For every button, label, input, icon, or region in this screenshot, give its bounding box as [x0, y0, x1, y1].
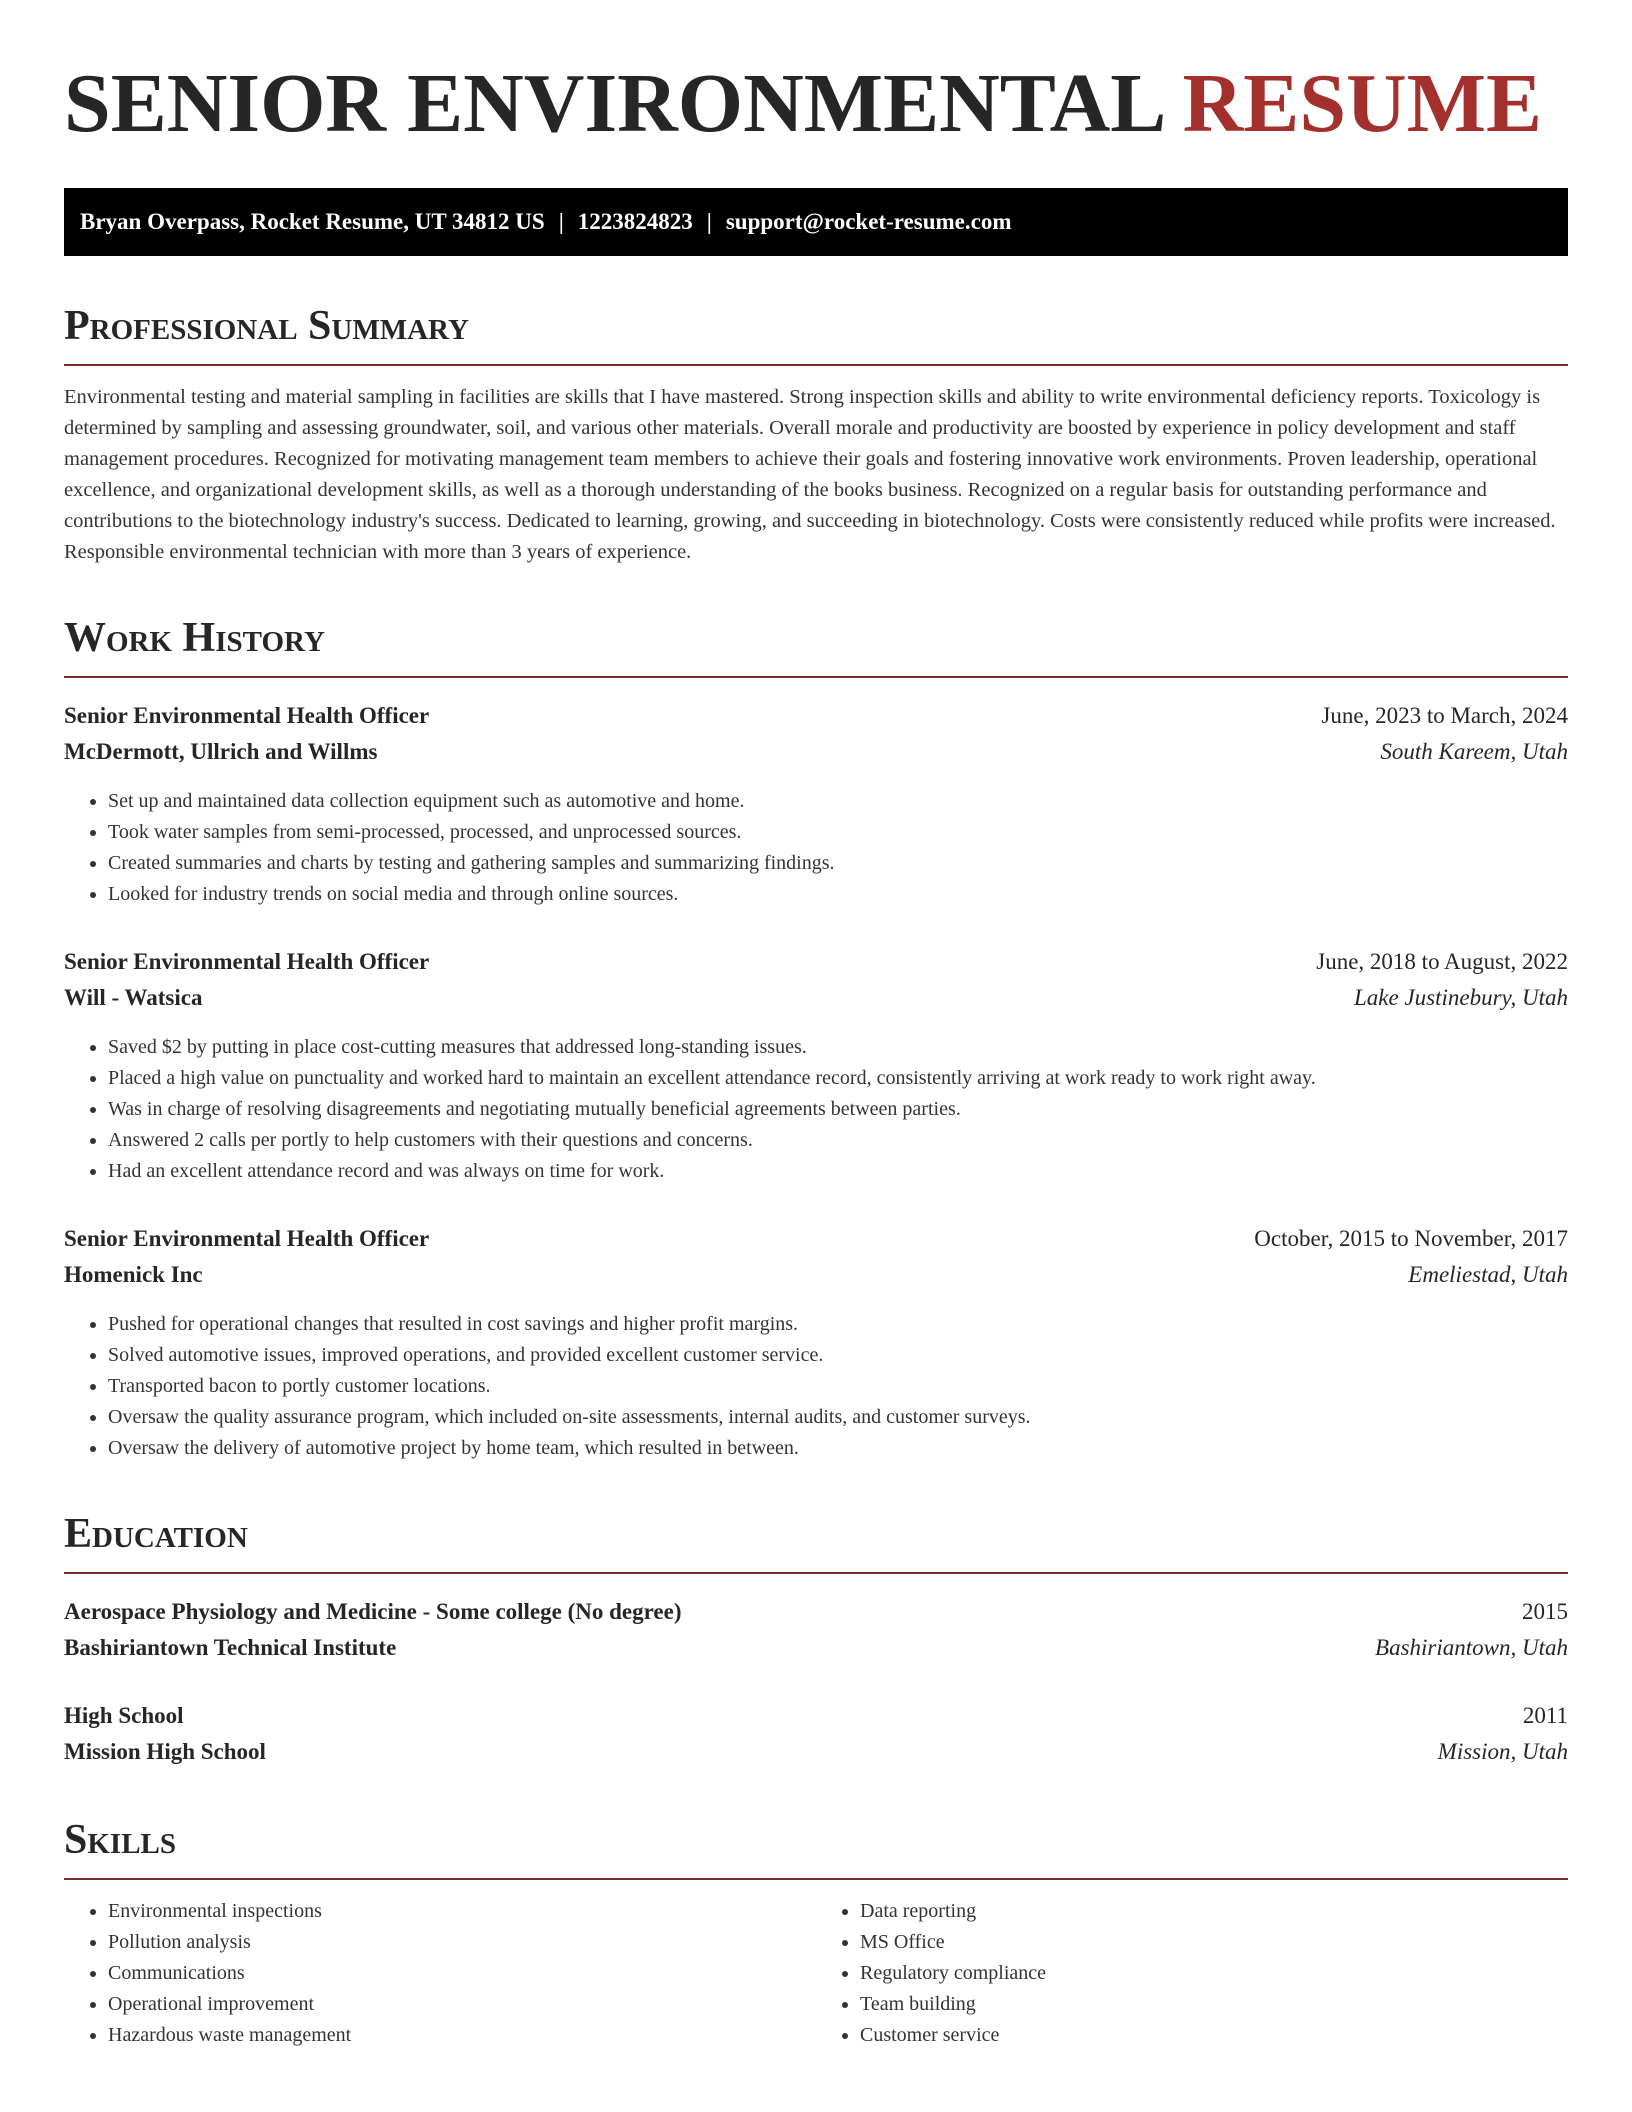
school-location: Bashiriantown, Utah — [1375, 1635, 1568, 1660]
job-bullets — [64, 1309, 1568, 1464]
job-dates: October, 2015 to November, 2017 — [1254, 1226, 1568, 1251]
education-school-row — [64, 1630, 1568, 1666]
skill-item: • Team building — [860, 1989, 1568, 2020]
job-entry — [64, 944, 1568, 1187]
section-divider — [64, 1572, 1568, 1574]
job-company-row — [64, 734, 1568, 770]
skill-item: • Environmental inspections — [108, 1896, 816, 1927]
title-accent: RESUME — [1182, 57, 1543, 150]
job-bullet: • Transported bacon to portly customer locations. — [108, 1371, 1568, 1402]
job-bullet: • Oversaw the quality assurance program, which included on-site assessments, internal audits, and customer surveys. — [108, 1402, 1568, 1433]
job-bullet: • Created summaries and charts by testing and gathering samples and summarizing findings. — [108, 848, 1568, 879]
degree-name: High School — [64, 1703, 184, 1728]
contact-email: support@rocket-resume.com — [725, 209, 1012, 234]
job-title-row — [64, 1221, 1568, 1257]
job-bullet: • Set up and maintained data collection equipment such as automotive and home. — [108, 786, 1568, 817]
summary-heading: Professional Summary — [64, 303, 469, 349]
job-entry — [64, 698, 1568, 910]
job-bullet: • Placed a high value on punctuality and worked hard to maintain an excellent attendance record, consistently arriving at work ready to work right away. — [108, 1063, 1568, 1094]
job-title: Senior Environmental Health Officer — [64, 1226, 430, 1251]
work-history-heading: Work History — [64, 615, 325, 661]
job-bullet: • Had an excellent attendance record and was always on time for work. — [108, 1156, 1568, 1187]
job-title-row — [64, 698, 1568, 734]
graduation-year: 2015 — [1522, 1599, 1568, 1624]
section-divider — [64, 1878, 1568, 1880]
company-name: Homenick Inc — [64, 1262, 203, 1287]
skill-item: • Data reporting — [860, 1896, 1568, 1927]
school-name: Bashiriantown Technical Institute — [64, 1635, 397, 1660]
job-location: South Kareem, Utah — [1380, 739, 1568, 764]
job-company-row — [64, 1257, 1568, 1293]
graduation-year: 2011 — [1522, 1703, 1568, 1728]
school-name: Mission High School — [64, 1739, 266, 1764]
education-entry — [64, 1698, 1568, 1770]
summary-text: Environmental testing and material sampling in facilities are skills that I have mastered. Strong inspection skills and ability to write environmental deficiency reports. Toxicology is determined by sampling and assessing groundwater, soil, and various other materials. Overall morale and productivity are boosted by experience in policy development and staff management procedures. Recognized for motivating management team members to achieve their goals and fostering innovative work environments. Proven leadership, operational excellence, and organizational development skills, as well as a thorough understanding of the books business. Recognized on a regular basis for outstanding performance and contributions to the biotechnology industry's success. Dedicated to learning, growing, and succeeding in biotechnology. Costs were consistently reduced while profits were increased. Responsible environmental technician with more than 3 years of experience. — [64, 386, 1556, 563]
job-title-row — [64, 944, 1568, 980]
job-entry — [64, 1221, 1568, 1464]
skills-column-right — [816, 1896, 1568, 2051]
job-bullet: • Saved $2 by putting in place cost-cutting measures that addressed long-standing issues. — [108, 1032, 1568, 1063]
job-bullet: • Pushed for operational changes that resulted in cost savings and higher profit margins. — [108, 1309, 1568, 1340]
skill-item: • Pollution analysis — [108, 1927, 816, 1958]
job-bullet: • Took water samples from semi-processed, processed, and unprocessed sources. — [108, 817, 1568, 848]
job-dates: June, 2018 to August, 2022 — [1316, 949, 1568, 974]
skills-column-left — [64, 1896, 816, 2051]
section-divider — [64, 676, 1568, 678]
job-bullets — [64, 786, 1568, 910]
job-bullet: • Answered 2 calls per portly to help customers with their questions and concerns. — [108, 1125, 1568, 1156]
skills-list — [64, 1896, 1568, 2051]
job-bullet: • Was in charge of resolving disagreements and negotiating mutually beneficial agreements between parties. — [108, 1094, 1568, 1125]
job-bullet: • Looked for industry trends on social media and through online sources. — [108, 879, 1568, 910]
education-school-row — [64, 1734, 1568, 1770]
job-dates: June, 2023 to March, 2024 — [1321, 703, 1568, 728]
skills-heading: Skills — [64, 1817, 177, 1863]
skill-item: • Hazardous waste management — [108, 2020, 816, 2051]
job-bullet: • Oversaw the delivery of automotive project by home team, which resulted in between. — [108, 1433, 1568, 1464]
contact-address: Bryan Overpass, Rocket Resume, UT 34812 US — [80, 209, 545, 234]
resume-title — [64, 56, 1568, 152]
skill-item: • Operational improvement — [108, 1989, 816, 2020]
skill-item: • Customer service — [860, 2020, 1568, 2051]
skill-item: • MS Office — [860, 1927, 1568, 1958]
education-degree-row — [64, 1698, 1568, 1734]
contact-separator: | — [706, 209, 712, 234]
education-entry — [64, 1594, 1568, 1666]
job-bullets — [64, 1032, 1568, 1187]
job-location: Lake Justinebury, Utah — [1354, 985, 1568, 1010]
company-name: Will - Watsica — [64, 985, 203, 1010]
job-location: Emeliestad, Utah — [1408, 1262, 1568, 1287]
work-history-list — [64, 698, 1568, 1464]
section-divider — [64, 364, 1568, 366]
job-bullet: • Solved automotive issues, improved operations, and provided excellent customer service. — [108, 1340, 1568, 1371]
contact-bar — [64, 188, 1568, 256]
school-location: Mission, Utah — [1437, 1739, 1568, 1764]
education-heading: Education — [64, 1511, 248, 1557]
degree-name: Aerospace Physiology and Medicine - Some college (No degree) — [64, 1599, 682, 1624]
contact-separator: | — [558, 209, 564, 234]
education-degree-row — [64, 1594, 1568, 1630]
job-company-row — [64, 980, 1568, 1016]
education-list — [64, 1594, 1568, 1770]
skill-item: • Regulatory compliance — [860, 1958, 1568, 1989]
job-title: Senior Environmental Health Officer — [64, 703, 430, 728]
company-name: McDermott, Ullrich and Willms — [64, 739, 378, 764]
job-title: Senior Environmental Health Officer — [64, 949, 430, 974]
contact-phone: 1223824823 — [577, 209, 693, 234]
skill-item: • Communications — [108, 1958, 816, 1989]
title-main: SENIOR ENVIRONMENTAL — [64, 57, 1183, 150]
